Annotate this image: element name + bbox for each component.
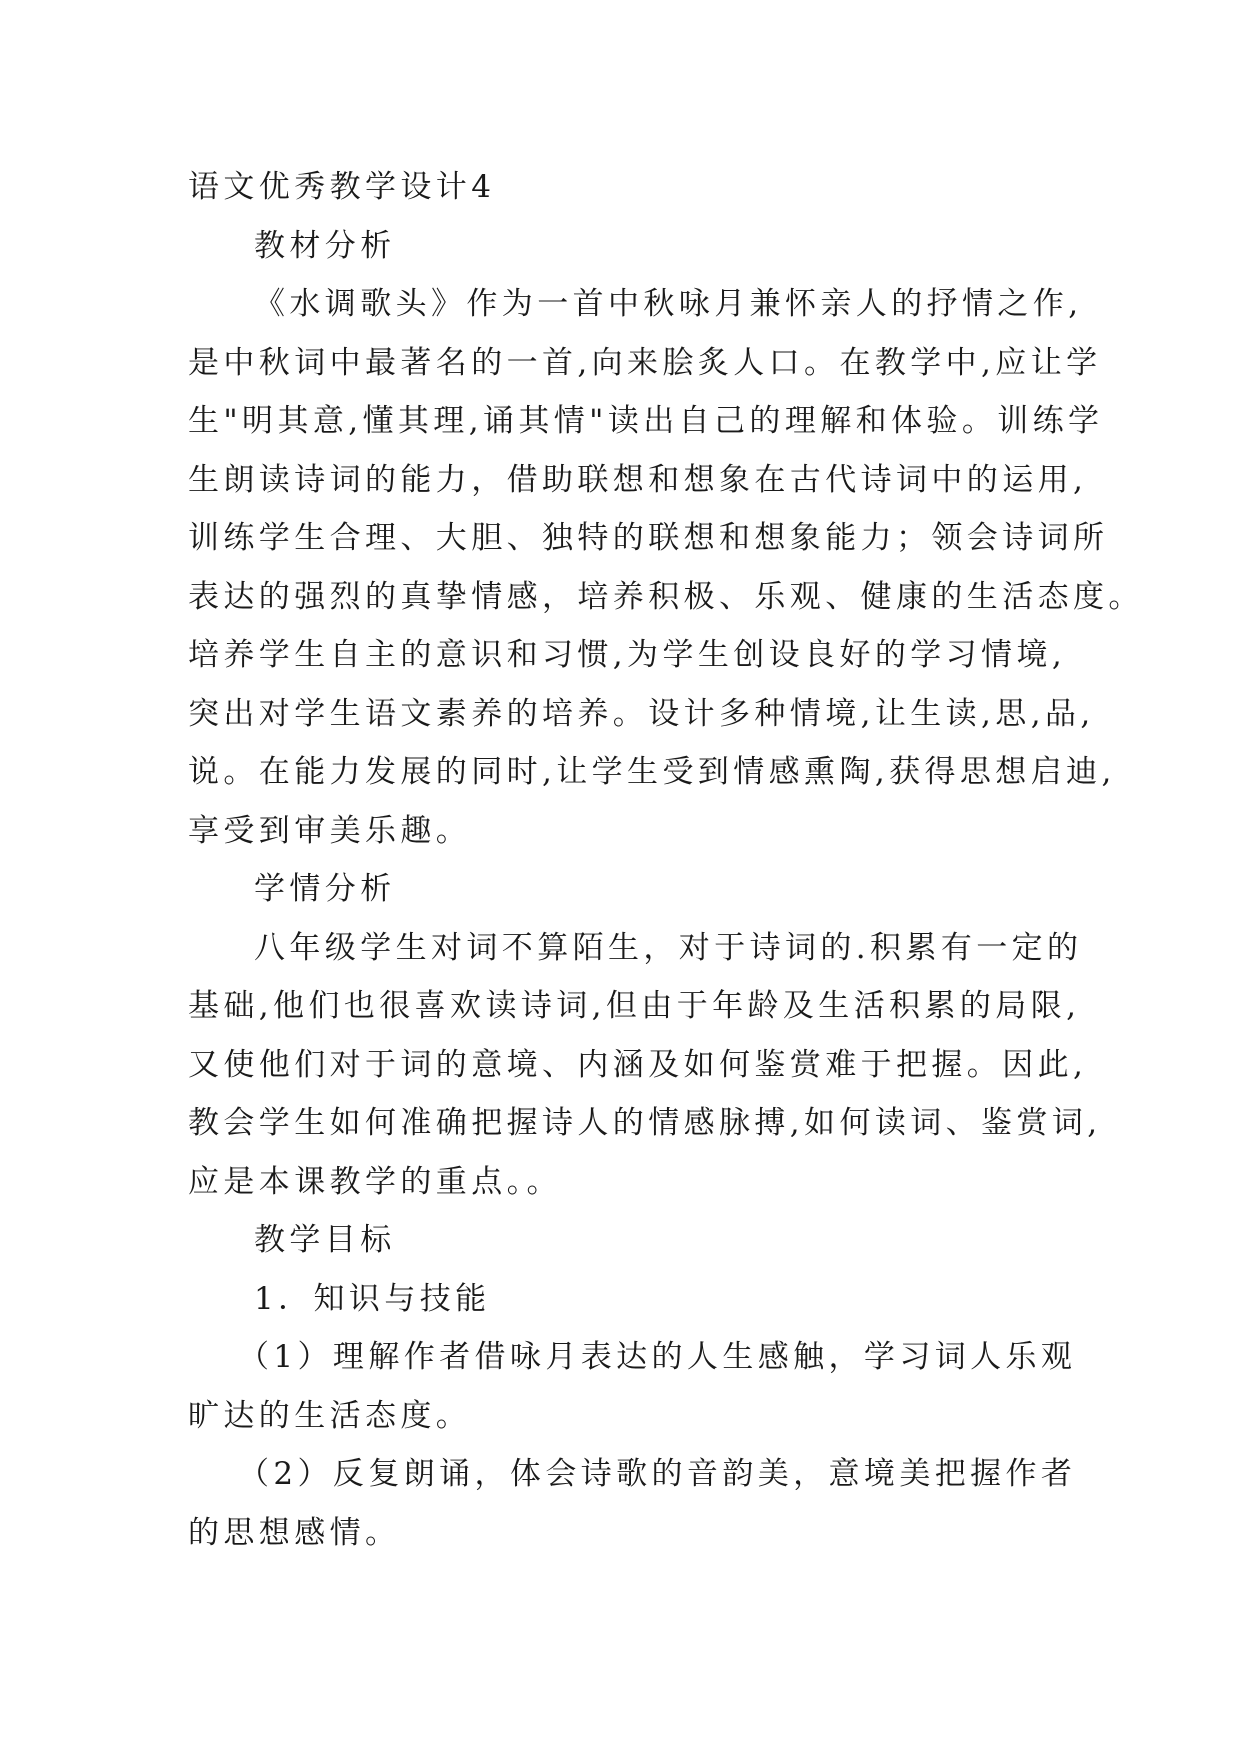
paragraph-line: 是中秋词中最著名的一首,向来脍炙人口。在教学中,应让学 [188,344,1102,381]
paragraph-line: 突出对学生语文素养的培养。设计多种情境,让生读,思,品, [188,695,1095,732]
paragraph-line: 享受到审美乐趣。 [188,812,472,849]
goal-item-line: 的思想感情。 [188,1514,401,1551]
section-heading-student-analysis: 学情分析 [254,871,396,907]
paragraph-line: 又使他们对于词的意境、内涵及如何鉴赏难于把握。因此, [188,1046,1088,1083]
paragraph-line: 说。在能力发展的同时,让学生受到情感熏陶,获得思想启迪, [188,754,1116,790]
paragraph-line: 《水调歌头》作为一首中秋咏月兼怀亲人的抒情之作, [254,286,1083,322]
paragraph-line: 八年级学生对词不算陌生，对于诗词的.积累有一定的 [254,929,1083,966]
goal-item-line: （2）反复朗诵，体会诗歌的音韵美，意境美把握作者 [238,1456,1077,1492]
section-heading-material-analysis: 教材分析 [254,227,396,264]
paragraph-line: 训练学生合理、大胆、独特的联想和想象能力；领会诗词所 [188,520,1109,556]
goal-item-line: （1）理解作者借咏月表达的人生感触，学习词人乐观 [238,1339,1077,1375]
goal-item-line: 旷达的生活态度。 [188,1397,472,1434]
document-body [188,158,1144,1562]
paragraph-line: 生"明其意,懂其理,诵其情"读出自己的理解和体验。训练学 [188,403,1104,439]
paragraph-line: 培养学生自主的意识和习惯,为学生创设良好的学习情境, [188,637,1067,673]
paragraph-line: 基础,他们也很喜欢读诗词,但由于年龄及生活积累的局限, [188,988,1081,1024]
paragraph-line: 应是本课教学的重点。。 [188,1163,562,1200]
paragraph-line: 表达的强烈的真挚情感，培养积极、乐观、健康的生活态度。 [188,578,1144,615]
paragraph-line: 生朗读诗词的能力，借助联想和想象在古代诗词中的运用, [188,461,1088,498]
paragraph-line: 教会学生如何准确把握诗人的情感脉搏,如何读词、鉴赏词, [188,1105,1102,1141]
section-heading-teaching-goals: 教学目标 [254,1222,396,1258]
document-title: 语文优秀教学设计4 [188,169,496,205]
subsection-heading-knowledge-skills: 1．知识与技能 [254,1280,491,1317]
